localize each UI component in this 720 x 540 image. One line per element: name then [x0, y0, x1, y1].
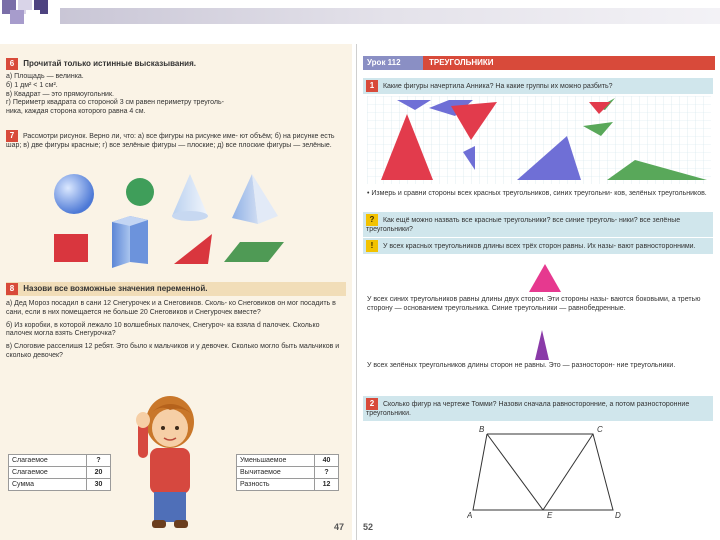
exercise-8-part-c: в) Слоговие расселишя 12 ребят. Это было к мальчиков и у девочек. Сколько могло быть мальчиков и сколько девочек?	[6, 343, 340, 359]
table-row	[237, 467, 339, 479]
table-row	[9, 467, 111, 479]
table-cell-label: Уменьшаемое	[237, 455, 315, 467]
table-cell-value: 40	[315, 455, 339, 467]
point-label-a: A	[467, 511, 473, 520]
table-cell-label: Разность	[237, 479, 315, 491]
rule-scalene: У всех зелёных треугольников длины сторон не равны. Это — разносторон- ние треугольники.	[367, 362, 676, 369]
violet-isosceles-triangle	[527, 328, 557, 362]
deco-square	[10, 10, 24, 24]
table-cell-value: 30	[87, 479, 111, 491]
exercise-1	[363, 78, 713, 94]
exercise-text: Какие фигуры начертила Анника? На какие группы их можно разбить?	[382, 82, 613, 90]
slide-top-bar	[60, 8, 720, 24]
table-cell-label: Вычитаемое	[237, 467, 315, 479]
point-label-c: C	[597, 425, 603, 434]
diagram-outline	[473, 434, 613, 510]
table-cell-value: 20	[87, 467, 111, 479]
table-cell-value: 12	[315, 479, 339, 491]
table-row	[9, 455, 111, 467]
exercise-6	[6, 58, 346, 117]
exercise-title: Прочитай только истинные высказывания.	[23, 59, 196, 69]
rule-icon: !	[366, 240, 378, 252]
triangles-grid	[367, 96, 711, 184]
diagram-line	[487, 434, 543, 510]
lesson-header	[363, 56, 715, 70]
point-label-b: B	[479, 425, 485, 434]
statement-line: а) Площадь — велинка.	[6, 73, 84, 80]
measure-instruction: • Измерь и сравни стороны всех красных треугольников, синих треугольни- ков, зелёных треугольников.	[367, 190, 707, 197]
point-label-e: E	[547, 511, 553, 520]
sphere-shape	[54, 174, 94, 214]
statement-line: г) Периметр квадрата со стороной 3 см равен периметру треуголь-	[6, 99, 224, 107]
left-page	[0, 44, 352, 540]
tommy-diagram	[467, 424, 627, 520]
question-icon: ?	[366, 214, 378, 226]
exercise-2	[363, 396, 713, 421]
exercise-8	[6, 282, 346, 361]
deco-square	[26, 10, 40, 24]
exercise-8-part-a: а) Дед Мороз посадил в сани 12 Снегурочек и a Снеговиков. Сколь- ко Снеговиков он мог посадить в сани, если в них помещается не больше 20 Снеговиков и Снегурочек вместе?	[6, 300, 336, 316]
right-page	[356, 44, 720, 540]
addition-table	[8, 454, 111, 491]
figures-illustration	[52, 172, 302, 272]
exercise-title: Назови все возможные значения переменной.	[23, 284, 208, 294]
statement-line: ника, каждая сторона которого равна 4 см.	[6, 108, 146, 115]
exercise-text: Сколько фигур на чертеже Томми? Назови сначала равносторонние, а потом разносторонние треугольники.	[366, 400, 690, 417]
cone-shape	[172, 174, 208, 221]
exercise-number: 2	[366, 398, 378, 410]
slide-decoration	[0, 0, 720, 24]
box-shape	[112, 216, 148, 268]
rule-isosceles: У всех синих треугольников равны длины двух сторон. Эти стороны назы- ваются боковыми, а третью сторону — основанием треугольника. Синие треугольники — равнобедренные.	[367, 296, 701, 312]
question-block	[363, 212, 713, 237]
diagram-line	[543, 434, 593, 510]
table-row	[237, 479, 339, 491]
lesson-label: Урок 112	[363, 56, 423, 70]
statement-line: б) 1 дм² < 1 см².	[6, 81, 58, 89]
exercise-number: 6	[6, 58, 18, 70]
table-cell-label: Слагаемое	[9, 467, 87, 479]
question-text: Как ещё можно назвать все красные треугольники? все синие треуголь- ники? все зелёные треугольники?	[366, 216, 681, 233]
pyramid-shape	[232, 174, 278, 224]
table-cell-label: Слагаемое	[9, 455, 87, 467]
red-square-shape	[54, 234, 88, 262]
table-row	[237, 455, 339, 467]
table-cell-label: Сумма	[9, 479, 87, 491]
exercise-6-lines	[6, 73, 346, 117]
red-triangle-shape	[174, 234, 212, 264]
point-label-d: D	[615, 511, 621, 520]
rule-equilateral	[363, 238, 713, 254]
pink-equilateral-triangle	[525, 262, 565, 294]
lesson-title: ТРЕУГОЛЬНИКИ	[423, 56, 715, 70]
subtraction-table	[236, 454, 339, 491]
table-row	[9, 479, 111, 491]
page-number: 52	[363, 522, 374, 532]
table-cell-value: ?	[315, 467, 339, 479]
child-illustration	[130, 392, 210, 540]
exercise-text: Рассмотри рисунок. Верно ли, что: а) все фигуры на рисунке име- ют объём; б) на рисунке есть шар; в) две фигуры красные; г) все зелёные фигуры — плоские; д) все плоские фигуры — зелёные.	[6, 132, 335, 149]
page-number: 47	[334, 522, 345, 532]
exercise-number: 8	[6, 283, 18, 295]
rule-text: У всех красных треугольников длины всех трёх сторон равны. Их назы- вают равносторонними.	[382, 242, 696, 250]
exercise-7	[6, 130, 346, 151]
statement-line: в) Квадрат — это прямоугольник.	[6, 90, 114, 98]
green-circle-shape	[126, 178, 154, 206]
table-cell-value: ?	[87, 455, 111, 467]
green-parallelogram-shape	[224, 242, 284, 262]
exercise-8-part-b: б) Из коробки, в которой лежало 10 волшебных палочек, Снегуроч- ка взяла d палочек. Сколько палочек могла взять Снегурочка?	[6, 321, 320, 338]
exercise-number: 1	[366, 80, 378, 92]
exercise-number: 7	[6, 130, 18, 142]
